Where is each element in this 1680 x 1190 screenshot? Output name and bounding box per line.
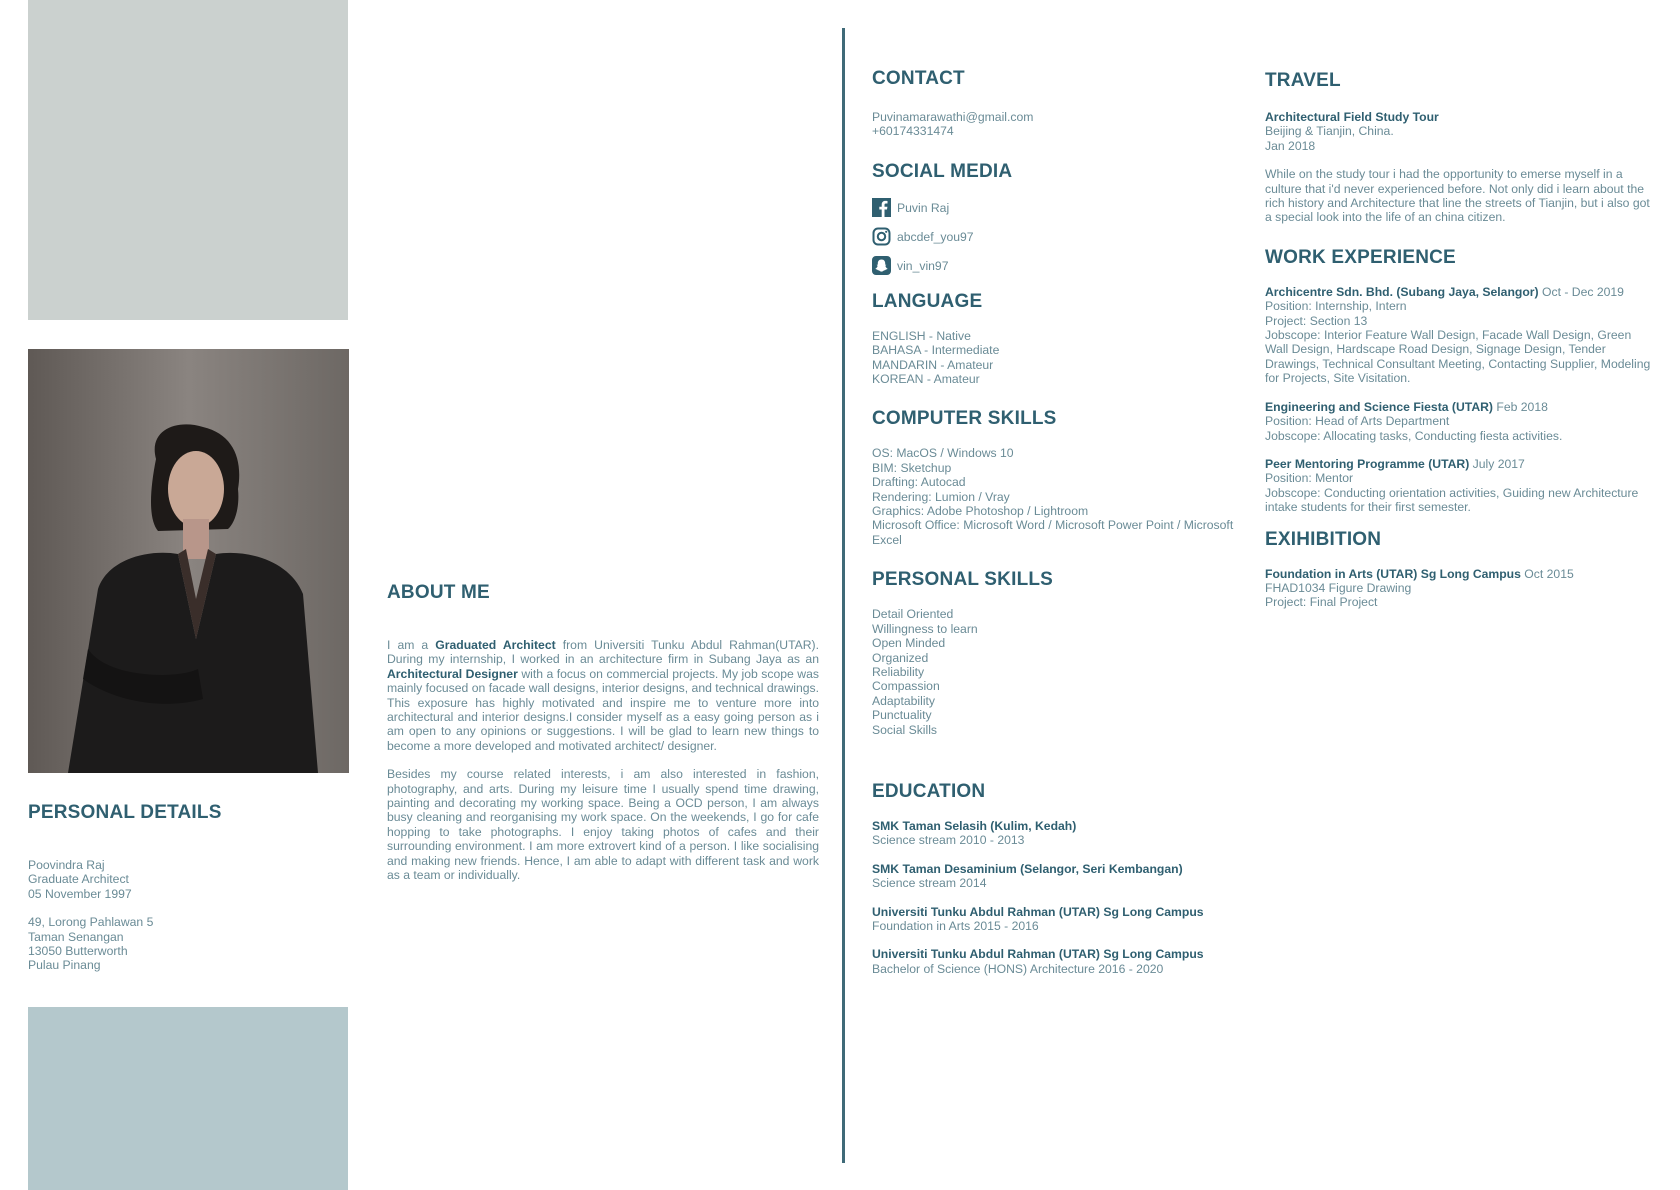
- personal-skill-item: Adaptability: [872, 693, 936, 708]
- contact-phone[interactable]: +60174331474: [872, 124, 954, 139]
- instagram-label: abcdef_you97: [897, 229, 974, 244]
- contact-email[interactable]: Puvinamarawathi@gmail.com: [872, 110, 1034, 124]
- personal-dob: 05 November 1997: [28, 886, 132, 901]
- facebook-icon: [872, 198, 891, 217]
- education-item: SMK Taman Selasih (Kulim, Kedah) Science stream 2010 - 2013: [872, 818, 1077, 848]
- personal-skill-item: Compassion: [872, 679, 940, 694]
- social-item-instagram[interactable]: [872, 226, 1242, 248]
- exhibition-date: Oct 2015: [1520, 566, 1574, 581]
- address-line: 49, Lorong Pahlawan 5: [28, 915, 154, 930]
- personal-details-section: [28, 802, 222, 973]
- about-paragraph-1: I am a Graduated Architect from Universiti Tunku Abdul Rahman(UTAR). During my internship, I worked in an architecture firm in Subang Jaya as an Architectural Designer with a focus on commercial projects. My job scope was mainly focused on facade wall designs, interior designs, and technical drawings. This exposure has highly motivated and inspire me to venture more into architectural and interior designs.I consider myself as a easy going person as i am open to any opinions or suggestions. I will be glad to learn new things to become a more developed and motivated architect/ designer.: [387, 638, 819, 753]
- travel-title: Architectural Field Study Tour: [1265, 110, 1439, 124]
- travel-date: Jan 2018: [1265, 138, 1316, 153]
- language-item: BAHASA - Intermediate: [872, 343, 1000, 358]
- facebook-label: Puvin Raj: [897, 200, 950, 215]
- address-line: Pulau Pinang: [28, 958, 101, 973]
- personal-name: Poovindra Raj: [28, 858, 105, 872]
- education-item: Universiti Tunku Abdul Rahman (UTAR) Sg Long Campus Bachelor of Science (HONS) Architecture 2016 - 2020: [872, 947, 1204, 976]
- computer-skill-item: Drafting: Autocad: [872, 475, 966, 490]
- travel-description: While on the study tour i had the opportunity to emerse myself in a culture that i'd never experienced before. Not only did i learn about the rich history and Architecture that line the streets of Tianjin, but i also got a special look into the life of an china citizen.: [1265, 167, 1650, 225]
- travel-place: Beijing & Tianjin, China.: [1265, 124, 1394, 139]
- exhibition-line: Project: Final Project: [1265, 595, 1378, 610]
- personal-skill-item: Organized: [872, 650, 929, 665]
- right-column: [1265, 70, 1657, 610]
- personal-skill-item: Social Skills: [872, 722, 938, 737]
- personal-skills-heading: PERSONAL SKILLS: [872, 569, 1054, 591]
- personal-skill-item: Reliability: [872, 664, 925, 679]
- decorative-block-top: [28, 0, 348, 320]
- social-heading: SOCIAL MEDIA: [872, 160, 1013, 182]
- personal-skill-item: Detail Oriented: [872, 607, 954, 622]
- language-item: KOREAN - Amateur: [872, 372, 980, 387]
- computer-skill-item: Graphics: Adobe Photoshop / Lightroom: [872, 504, 1089, 519]
- work-item: Engineering and Science Fiesta (UTAR) Feb 2018 Position: Head of Arts Department Jobscope: Allocating tasks, Conducting fiesta activities.: [1265, 399, 1563, 443]
- address-line: Taman Senangan: [28, 929, 124, 944]
- computer-skill-item: BIM: Sketchup: [872, 460, 952, 475]
- exhibition-org: Foundation in Arts (UTAR) Sg Long Campus: [1265, 566, 1521, 581]
- snapchat-label: vin_vin97: [897, 258, 949, 273]
- language-item: ENGLISH - Native: [872, 328, 971, 343]
- address-line: 13050 Butterworth: [28, 944, 128, 959]
- about-section: [387, 582, 819, 883]
- about-paragraph-2: Besides my course related interests, i am also interested in fashion, photography, and arts. During my leisure time I usually spend time drawing, painting and decorating my working space. Being a OCD person, I am always busy cleaning and reorganising my work space. On the weekends, I go for cafe hopping to take photographs. I enjoy taking photos of cafes and their surrounding environment. I am more extrovert kind of a person. I like socialising and making new friends. Hence, I am able to adapt with different task and work as a team or individually.: [387, 767, 819, 883]
- instagram-icon: [872, 227, 891, 246]
- education-item: SMK Taman Desaminium (Selangor, Seri Kembangan) Science stream 2014: [872, 861, 1183, 891]
- language-item: MANDARIN - Amateur: [872, 357, 994, 372]
- about-heading: ABOUT ME: [387, 582, 490, 603]
- middle-column: [872, 68, 1242, 990]
- column-divider: [842, 28, 845, 1163]
- decorative-block-bottom: [28, 1007, 348, 1190]
- personal-skill-item: Open Minded: [872, 636, 946, 651]
- work-item: Peer Mentoring Programme (UTAR) July 2017 Position: Mentor Jobscope: Conducting orientation activities, Guiding new Architecture intake students for their first semester.: [1265, 456, 1639, 515]
- computer-skill-item: Rendering: Lumion / Vray: [872, 489, 1010, 504]
- computer-skills-heading: COMPUTER SKILLS: [872, 408, 1057, 430]
- personal-skill-item: Willingness to learn: [872, 621, 978, 636]
- personal-skill-item: Punctuality: [872, 708, 932, 723]
- education-heading: EDUCATION: [872, 780, 986, 802]
- exhibition-heading: EXIHIBITION: [1265, 528, 1382, 550]
- work-item: Archicentre Sdn. Bhd. (Subang Jaya, Selangor) Oct - Dec 2019 Position: Internship, Intern Project: Section 13 Jobscope: Interior Feature Wall Design, Facade Wall Design, Green Wall Design, Hardscape Road Design, Signage Design, Tender Drawings, Technical Consultant Meeting, Contacting Supplier, Modeling for Projects, Site Visitation.: [1265, 284, 1651, 386]
- education-item: Universiti Tunku Abdul Rahman (UTAR) Sg Long Campus Foundation in Arts 2015 - 2016: [872, 904, 1204, 933]
- computer-skill-item: OS: MacOS / Windows 10: [872, 446, 1014, 461]
- profile-photo: [28, 349, 349, 773]
- travel-heading: TRAVEL: [1265, 70, 1341, 91]
- snapchat-icon: [872, 256, 891, 275]
- personal-title: Graduate Architect: [28, 872, 129, 887]
- computer-skill-item: Microsoft Office: Microsoft Word / Microsoft Power Point / Microsoft Excel: [872, 518, 1234, 547]
- social-item-snapchat[interactable]: [872, 255, 1242, 277]
- contact-heading: CONTACT: [872, 68, 965, 89]
- personal-details-heading: PERSONAL DETAILS: [28, 802, 222, 823]
- language-heading: LANGUAGE: [872, 290, 983, 312]
- work-experience-heading: WORK EXPERIENCE: [1265, 246, 1456, 268]
- social-item-facebook[interactable]: [872, 197, 1242, 219]
- exhibition-line: FHAD1034 Figure Drawing: [1265, 580, 1412, 595]
